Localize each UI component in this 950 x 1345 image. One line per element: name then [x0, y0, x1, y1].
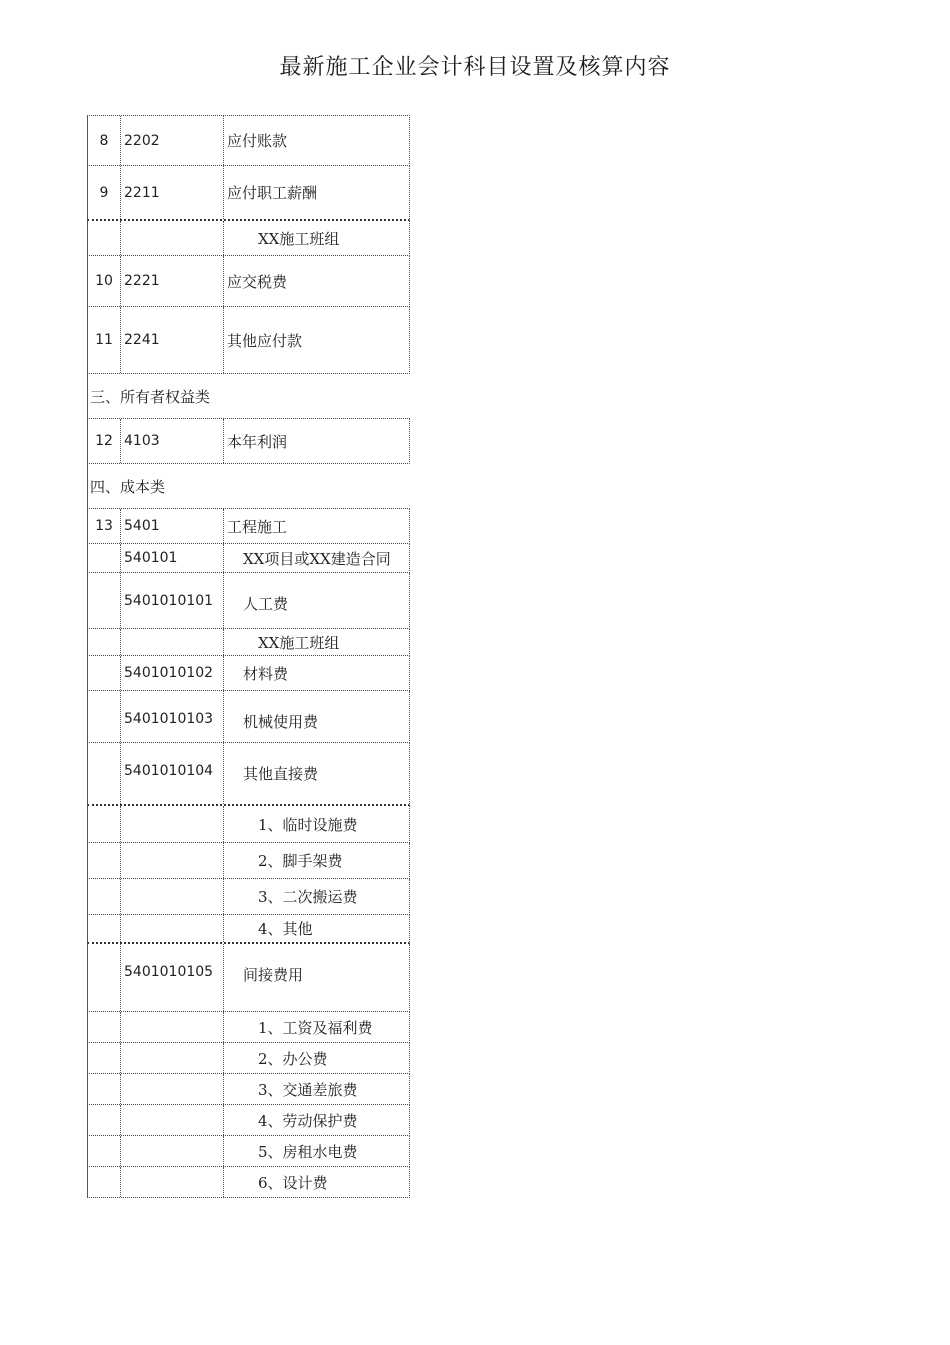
table-row — [87, 1136, 410, 1167]
row-number — [88, 1105, 121, 1135]
row-number — [88, 915, 121, 942]
account-code: 5401010102 — [121, 656, 224, 690]
row-number — [88, 629, 121, 655]
account-name: 人工费 — [243, 595, 289, 613]
account-code: 540101 — [121, 544, 224, 572]
row-number — [88, 573, 121, 628]
row-number — [88, 879, 121, 914]
table-row — [87, 166, 410, 221]
account-code: 2241 — [121, 307, 224, 373]
account-code: 2202 — [121, 116, 224, 165]
account-name: 5、房租水电费 — [258, 1142, 358, 1161]
account-table — [87, 115, 410, 1198]
table-row — [87, 544, 410, 573]
table-row — [87, 508, 410, 544]
table-row — [87, 115, 410, 166]
table-row — [87, 1074, 410, 1105]
table-row — [87, 743, 410, 806]
account-name: 机械使用费 — [243, 713, 319, 731]
account-name: 4、劳动保护费 — [258, 1111, 358, 1130]
account-code: 2221 — [121, 256, 224, 306]
account-code: 5401010103 — [121, 691, 224, 742]
account-name: 其他直接费 — [243, 765, 319, 783]
row-number — [88, 691, 121, 742]
row-number — [88, 1043, 121, 1073]
table-row — [87, 656, 410, 691]
table-row — [87, 691, 410, 743]
account-code — [121, 221, 224, 255]
table-row — [87, 1167, 410, 1198]
table-row — [87, 1012, 410, 1043]
account-code — [121, 806, 224, 842]
account-code: 5401010101 — [121, 573, 224, 628]
account-name: 材料费 — [243, 664, 289, 683]
row-number — [88, 1012, 121, 1042]
row-number: 8 — [88, 116, 121, 165]
account-name: 本年利润 — [227, 432, 288, 451]
table-row — [87, 418, 410, 464]
account-code — [121, 1105, 224, 1135]
account-name: 2、办公费 — [258, 1049, 328, 1068]
account-code — [121, 843, 224, 878]
table-row — [87, 629, 410, 656]
row-number: 11 — [88, 307, 121, 373]
row-number — [88, 806, 121, 842]
account-name: 4、其他 — [258, 920, 313, 938]
account-code — [121, 629, 224, 655]
account-code — [121, 1043, 224, 1073]
account-name: 6、设计费 — [258, 1173, 328, 1192]
account-code — [121, 1012, 224, 1042]
row-number — [88, 221, 121, 255]
account-name: XX项目或XX建造合同 — [243, 549, 391, 568]
account-code: 5401010105 — [121, 944, 224, 1011]
table-row — [87, 806, 410, 843]
row-number — [88, 1074, 121, 1104]
table-row — [87, 879, 410, 915]
account-code — [121, 915, 224, 942]
table-row — [87, 944, 410, 1012]
account-name: 间接费用 — [243, 966, 304, 984]
account-code: 5401010104 — [121, 743, 224, 804]
row-number: 12 — [88, 419, 121, 463]
row-number — [88, 656, 121, 690]
account-name: 工程施工 — [227, 517, 288, 536]
row-number — [88, 743, 121, 804]
account-name: 应交税费 — [227, 272, 288, 291]
account-name: 1、工资及福利费 — [258, 1018, 373, 1037]
table-row — [87, 573, 410, 629]
row-number: 10 — [88, 256, 121, 306]
account-name: 应付职工薪酬 — [227, 184, 318, 202]
section-header: 三、所有者权益类 — [87, 374, 410, 418]
account-code — [121, 1136, 224, 1166]
table-row — [87, 256, 410, 307]
account-name: 3、交通差旅费 — [258, 1080, 358, 1099]
table-row — [87, 843, 410, 879]
account-name: XX施工班组 — [258, 633, 340, 652]
account-code: 4103 — [121, 419, 224, 463]
account-code — [121, 879, 224, 914]
table-row — [87, 307, 410, 374]
page-title: 最新施工企业会计科目设置及核算内容 — [279, 55, 671, 80]
account-code: 5401 — [121, 509, 224, 543]
row-number — [88, 843, 121, 878]
row-number — [88, 1136, 121, 1166]
section-header: 四、成本类 — [87, 464, 410, 508]
table-row — [87, 1043, 410, 1074]
account-name: 其他应付款 — [227, 331, 303, 350]
account-name: 应付账款 — [227, 132, 288, 150]
row-number — [88, 944, 121, 1011]
table-row — [87, 221, 410, 256]
account-name: 1、临时设施费 — [258, 815, 358, 834]
account-code — [121, 1074, 224, 1104]
row-number: 13 — [88, 509, 121, 543]
table-row — [87, 1105, 410, 1136]
account-code — [121, 1167, 224, 1197]
row-number — [88, 1167, 121, 1197]
account-name: 2、脚手架费 — [258, 852, 343, 870]
account-name: XX施工班组 — [258, 229, 340, 248]
table-row — [87, 915, 410, 944]
account-name: 3、二次搬运费 — [258, 888, 358, 906]
row-number — [88, 544, 121, 572]
account-code: 2211 — [121, 166, 224, 219]
row-number: 9 — [88, 166, 121, 219]
